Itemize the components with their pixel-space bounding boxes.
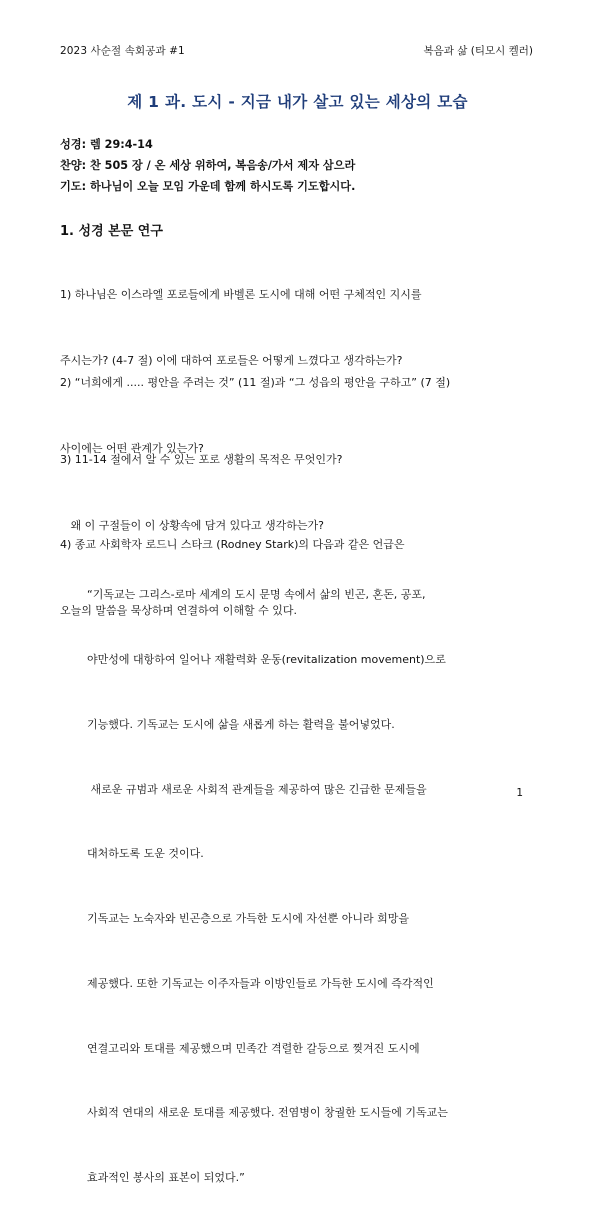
- question-line: 오늘의 말씀을 묵상하며 연결하여 이해할 수 있다.: [60, 604, 297, 617]
- quote-line: 사회적 연대의 새로운 토대를 제공했다. 전염병이 창궐한 도시들에 기독교는: [87, 1106, 448, 1120]
- header-course-label: 2023 사순절 속회공과 #1: [60, 45, 185, 57]
- quote-line: 대처하도록 도운 것이다.: [87, 847, 204, 861]
- question-line: 사이에는 어떤 관계가 있는가?: [60, 442, 204, 455]
- quote-block: [87, 541, 448, 1232]
- meta-scripture: 성경: 렘 29:4-14: [60, 138, 153, 151]
- meta-prayer: 기도: 하나님이 오늘 모임 가운데 함께 하시도록 기도합시다.: [60, 180, 356, 193]
- question-line: 1) 하나님은 이스라엘 포로들에게 바벨론 도시에 대해 어떤 구체적인 지시를: [60, 288, 422, 301]
- quote-line: 기능했다. 기독교는 도시에 삶을 새롭게 하는 활력을 불어넣었다.: [87, 717, 395, 731]
- quote-line: 효과적인 봉사의 표본이 되었다.”: [87, 1171, 245, 1185]
- question-line: 3) 11-14 절에서 알 수 있는 포로 생활의 목적은 무엇인가?: [60, 453, 343, 466]
- question-line: 4) 종교 사회학자 로드니 스타크 (Rodney Stark)의 다음과 같은 언급은: [60, 538, 405, 551]
- quote-line: 제공했다. 또한 기독교는 이주자들과 이방인들로 가득한 도시에 즉각적인: [87, 976, 434, 990]
- question-line: 주시는가? (4-7 절) 이에 대하여 포로들은 어떻게 느꼈다고 생각하는가?: [60, 354, 403, 367]
- quote-line: “기독교는 그리스-로마 세계의 도시 문명 속에서 삶의 빈곤, 혼돈, 공포,: [87, 588, 426, 602]
- section-title: 1. 성경 본문 연구: [60, 224, 163, 239]
- quote-line: 야만성에 대항하여 일어나 재활력화 운동(revitalization movement)으로: [87, 652, 446, 666]
- quote-line: 기독교는 노숙자와 빈곤층으로 가득한 도시에 자선뿐 아니라 희망을: [87, 912, 410, 926]
- question-line: 2) “너희에게 ..... 평안을 주려는 것” (11 절)과 “그 성읍의 평안을 구하고” (7 절): [60, 376, 451, 389]
- page-title: 제 1 과. 도시 - 지금 내가 살고 있는 세상의 모습: [127, 93, 468, 111]
- meta-hymn: 찬양: 찬 505 장 / 온 세상 위하여, 복음송/가서 제자 삼으라: [60, 159, 356, 172]
- header-book-label: 복음과 삶 (티모시 켈러): [423, 45, 533, 57]
- question-line: 왜 이 구절들이 이 상황속에 담겨 있다고 생각하는가?: [60, 519, 324, 532]
- quote-line: 연결고리와 토대를 제공했으며 민족간 격렬한 갈등으로 찢겨진 도시에: [87, 1041, 420, 1055]
- quote-line: 새로운 규범과 새로운 사회적 관계들을 제공하여 많은 긴급한 문제들을: [87, 782, 427, 796]
- lesson-meta: [60, 134, 355, 197]
- page-number: 1: [516, 787, 523, 799]
